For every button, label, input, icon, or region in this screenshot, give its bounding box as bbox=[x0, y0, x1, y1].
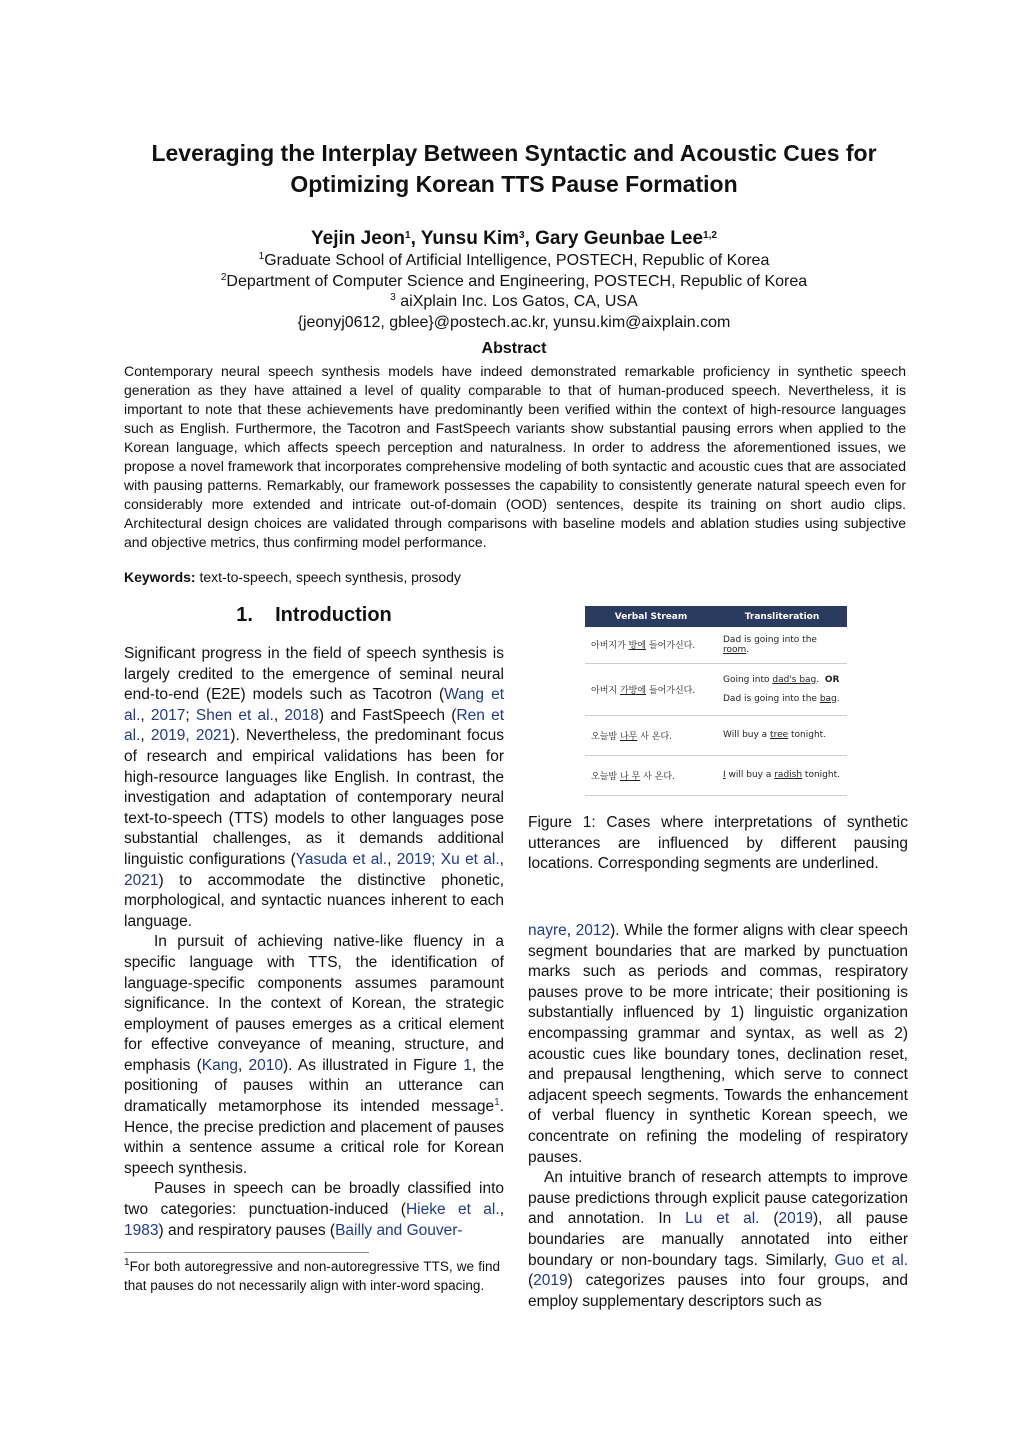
figure-header-verbal: Verbal Stream bbox=[585, 606, 717, 627]
translit-cell: Dad is going into the room. bbox=[717, 627, 847, 663]
affiliation-1-sup: 1 bbox=[258, 251, 265, 262]
footnote-text: For both autoregressive and non-autoregressive TTS, we find that pauses do not necessarily align with inter-word spacing. bbox=[124, 1259, 500, 1293]
korean-cell: 오늘밤 나 무 사 온다. bbox=[585, 755, 717, 795]
intro-paragraph-1: Significant progress in the field of speech synthesis is largely credited to the emergence of seminal neural end-to-end (E2E) models such as Tacotron (Wang et al., 2017; Shen et al., 2018) and FastSpeech (Ren et al., 2019, 2021). Nevertheless, the predominant focus of research and empirical validations has been for high-resource languages like English. In contrast, the investigation and adaptation of contemporary neural text-to-speech (TTS) models to other languages pose substantial challenges, as it demands additional linguistic configurations (Yasuda et al., 2019; Xu et al., 2021) to accommodate the distinctive phonetic, morphological, and syntactic nuances inherent to each language. bbox=[124, 645, 505, 930]
cite-guo[interactable]: Guo et al. bbox=[834, 1251, 908, 1269]
author-3-sup: 1,2 bbox=[703, 230, 717, 241]
cite-yasuda-xu[interactable]: 2019; Xu et al. bbox=[396, 850, 500, 868]
author-1: Yejin Jeon bbox=[311, 228, 406, 249]
footnote-ref[interactable]: 1 bbox=[494, 1097, 500, 1109]
cite-wang-year[interactable]: 2017 bbox=[150, 706, 186, 724]
title-line-2: Optimizing Korean TTS Pause Formation bbox=[290, 171, 738, 197]
author-3: , Gary Geunbae Lee bbox=[524, 228, 704, 249]
figure-row-3 bbox=[585, 715, 847, 755]
keywords-label: Keywords: bbox=[124, 569, 196, 585]
cite-kang[interactable]: Kang bbox=[201, 1056, 238, 1074]
affiliation-1-text: Graduate School of Artificial Intelligence, POSTECH, Republic of Korea bbox=[264, 252, 770, 269]
cite-guo-year[interactable]: 2019 bbox=[533, 1272, 568, 1290]
figure-row-4 bbox=[585, 755, 847, 795]
abstract-heading: Abstract bbox=[481, 340, 547, 357]
footnote-rule bbox=[124, 1252, 369, 1253]
translit-cell: I will buy a radish tonight. bbox=[717, 755, 847, 795]
intro-right-column bbox=[528, 921, 908, 1312]
right-paragraph-2: An intuitive branch of research attempts to improve pause predictions through explicit pause categorization and annotation. In Lu et al. (2019), all pause boundaries are manually annotated into either boundary or non-boundary tags. Similarly, Guo et al. (2019) categorizes pauses into four groups, and employ supplementary descriptors such as bbox=[528, 1169, 908, 1310]
korean-cell: 오늘밤 나무 사 온다. bbox=[585, 715, 717, 755]
figure-ref[interactable]: 1 bbox=[463, 1056, 472, 1074]
figure-1-table bbox=[585, 606, 847, 796]
cite-lu[interactable]: Lu et al. bbox=[685, 1210, 760, 1228]
cite-lu-year[interactable]: 2019 bbox=[778, 1210, 814, 1228]
cite-bailly-cont[interactable]: nayre bbox=[528, 922, 567, 939]
keywords-list: text-to-speech, speech synthesis, prosody bbox=[195, 569, 461, 585]
intro-paragraph-2: In pursuit of achieving native-like fluency in a specific language with TTS, the identification of language-specific components assumes paramount significance. In the context of Korean, the strategic employment of pauses emerges as a critical element for effective conveyance of meaning, structure, and emphasis (Kang, 2010). As illustrated in Figure 1, the positioning of pauses within an utterance can dramatically metamorphose its intended message$^1$. Hence, the precise prediction and placement of pauses within a sentence assume a critical role for Korean speech synthesis. bbox=[124, 933, 504, 1177]
translit-cell: Will buy a tree tonight. bbox=[717, 715, 847, 755]
keywords bbox=[124, 569, 461, 585]
emails: {jeonyj0612, gblee}@postech.ac.kr, yunsu.kim@aixplain.com bbox=[297, 314, 731, 331]
cite-kang-year[interactable]: 2010 bbox=[248, 1056, 283, 1074]
korean-cell: 아버지 가방에 들어가신다. bbox=[585, 663, 717, 715]
author-1-sup: 1 bbox=[405, 230, 411, 241]
affiliation-3 bbox=[100, 292, 928, 313]
paper-title bbox=[100, 138, 928, 200]
cite-shen-year[interactable]: 2018 bbox=[284, 706, 319, 724]
cite-hieke-year[interactable]: 1983 bbox=[124, 1221, 159, 1239]
authors bbox=[100, 226, 928, 252]
figure-header-translit: Transliteration bbox=[717, 606, 847, 627]
title-line-1: Leveraging the Interplay Between Syntactic and Acoustic Cues for bbox=[151, 140, 877, 166]
affiliation-3-text: aiXplain Inc. Los Gatos, CA, USA bbox=[395, 293, 638, 310]
footnote bbox=[124, 1258, 500, 1295]
korean-cell: 아버지가 방에 들어가신다. bbox=[585, 627, 717, 663]
footnote-sup: 1 bbox=[124, 1257, 130, 1268]
figure-row-2 bbox=[585, 663, 847, 715]
affiliation-2-text: Department of Computer Science and Engineering, POSTECH, Republic of Korea bbox=[226, 273, 808, 290]
intro-paragraph-3: Pauses in speech can be broadly classified into two categories: punctuation-induced (Hieke et al., 1983) and respiratory pauses (Bailly and Gouver- bbox=[124, 1180, 504, 1239]
author-2-sup: 3 bbox=[519, 230, 525, 241]
affiliation-3-sup: 3 bbox=[390, 292, 396, 303]
affiliation-1 bbox=[100, 251, 928, 272]
cite-wang[interactable]: Wang et al. bbox=[124, 686, 505, 724]
cite-ren-year[interactable]: 2019, 2021 bbox=[150, 727, 231, 745]
cite-yasuda[interactable]: Yasuda et al. bbox=[295, 850, 388, 868]
figure-row-1 bbox=[585, 627, 847, 663]
cite-shen[interactable]: Shen et al. bbox=[195, 706, 274, 724]
right-paragraph-1: nayre, 2012). While the former aligns with clear speech segment boundaries that are marked by punctuation marks such as periods and commas, respiratory pauses prove to be more intricate; their positioning is substantially influenced by 1) linguistic organization encompassing grammar and syntax, as well as 2) acoustic cues like boundary tones, declination reset, and prepausal lengthening, which serve to connect adjacent speech segments. Towards the enhancement of verbal fluency in synthetic Korean speech, we concentrate on refining the modeling of respiratory pauses. bbox=[528, 922, 908, 1166]
or-label: OR bbox=[824, 674, 840, 685]
cite-hieke[interactable]: Hieke et al. bbox=[405, 1201, 500, 1219]
abstract-text: Contemporary neural speech synthesis models have indeed demonstrated remarkable proficiency in synthetic speech generation as they have attained a level of quality comparable to that of human-produced speech. Nevertheless, it is important to note that these achievements have predominantly been verified within the context of high-resource languages such as English. Furthermore, the Tacotron and FastSpeech variants show substantial pausing errors when applied to the Korean language, which affects speech perception and naturalness. In order to address the aforementioned issues, we propose a novel framework that incorporates comprehensive modeling of both syntactic and acoustic cues that are associated with pausing patterns. Remarkably, our framework possesses the capability to consistently generate natural speech even for considerably more extended and intricate out-of-domain (OOD) sentences, despite its training on short audio clips. Architectural design choices are validated through comparisons with baseline models and ablation studies using subjective and objective metrics, thus confirming model performance. bbox=[124, 363, 906, 550]
cite-bailly[interactable]: Bailly and Gouver- bbox=[335, 1221, 463, 1239]
intro-left-column bbox=[124, 644, 504, 1241]
section-title: 1. Introduction bbox=[236, 604, 392, 626]
translit-cell: Going into dad's bag. OR Dad is going into the bag. bbox=[717, 663, 847, 715]
author-2: , Yunsu Kim bbox=[410, 228, 519, 249]
cite-ren[interactable]: Ren et al. bbox=[124, 706, 504, 745]
cite-bailly-year[interactable]: 2012 bbox=[575, 922, 611, 939]
affiliation-2 bbox=[100, 272, 928, 293]
figure-caption: Figure 1: Cases where interpretations of synthetic utterances are influenced by different pausing locations. Corresponding segments are underlined. bbox=[528, 814, 908, 873]
affiliation-2-sup: 2 bbox=[220, 272, 227, 283]
cite-xu-year[interactable]: 2021 bbox=[124, 871, 159, 889]
